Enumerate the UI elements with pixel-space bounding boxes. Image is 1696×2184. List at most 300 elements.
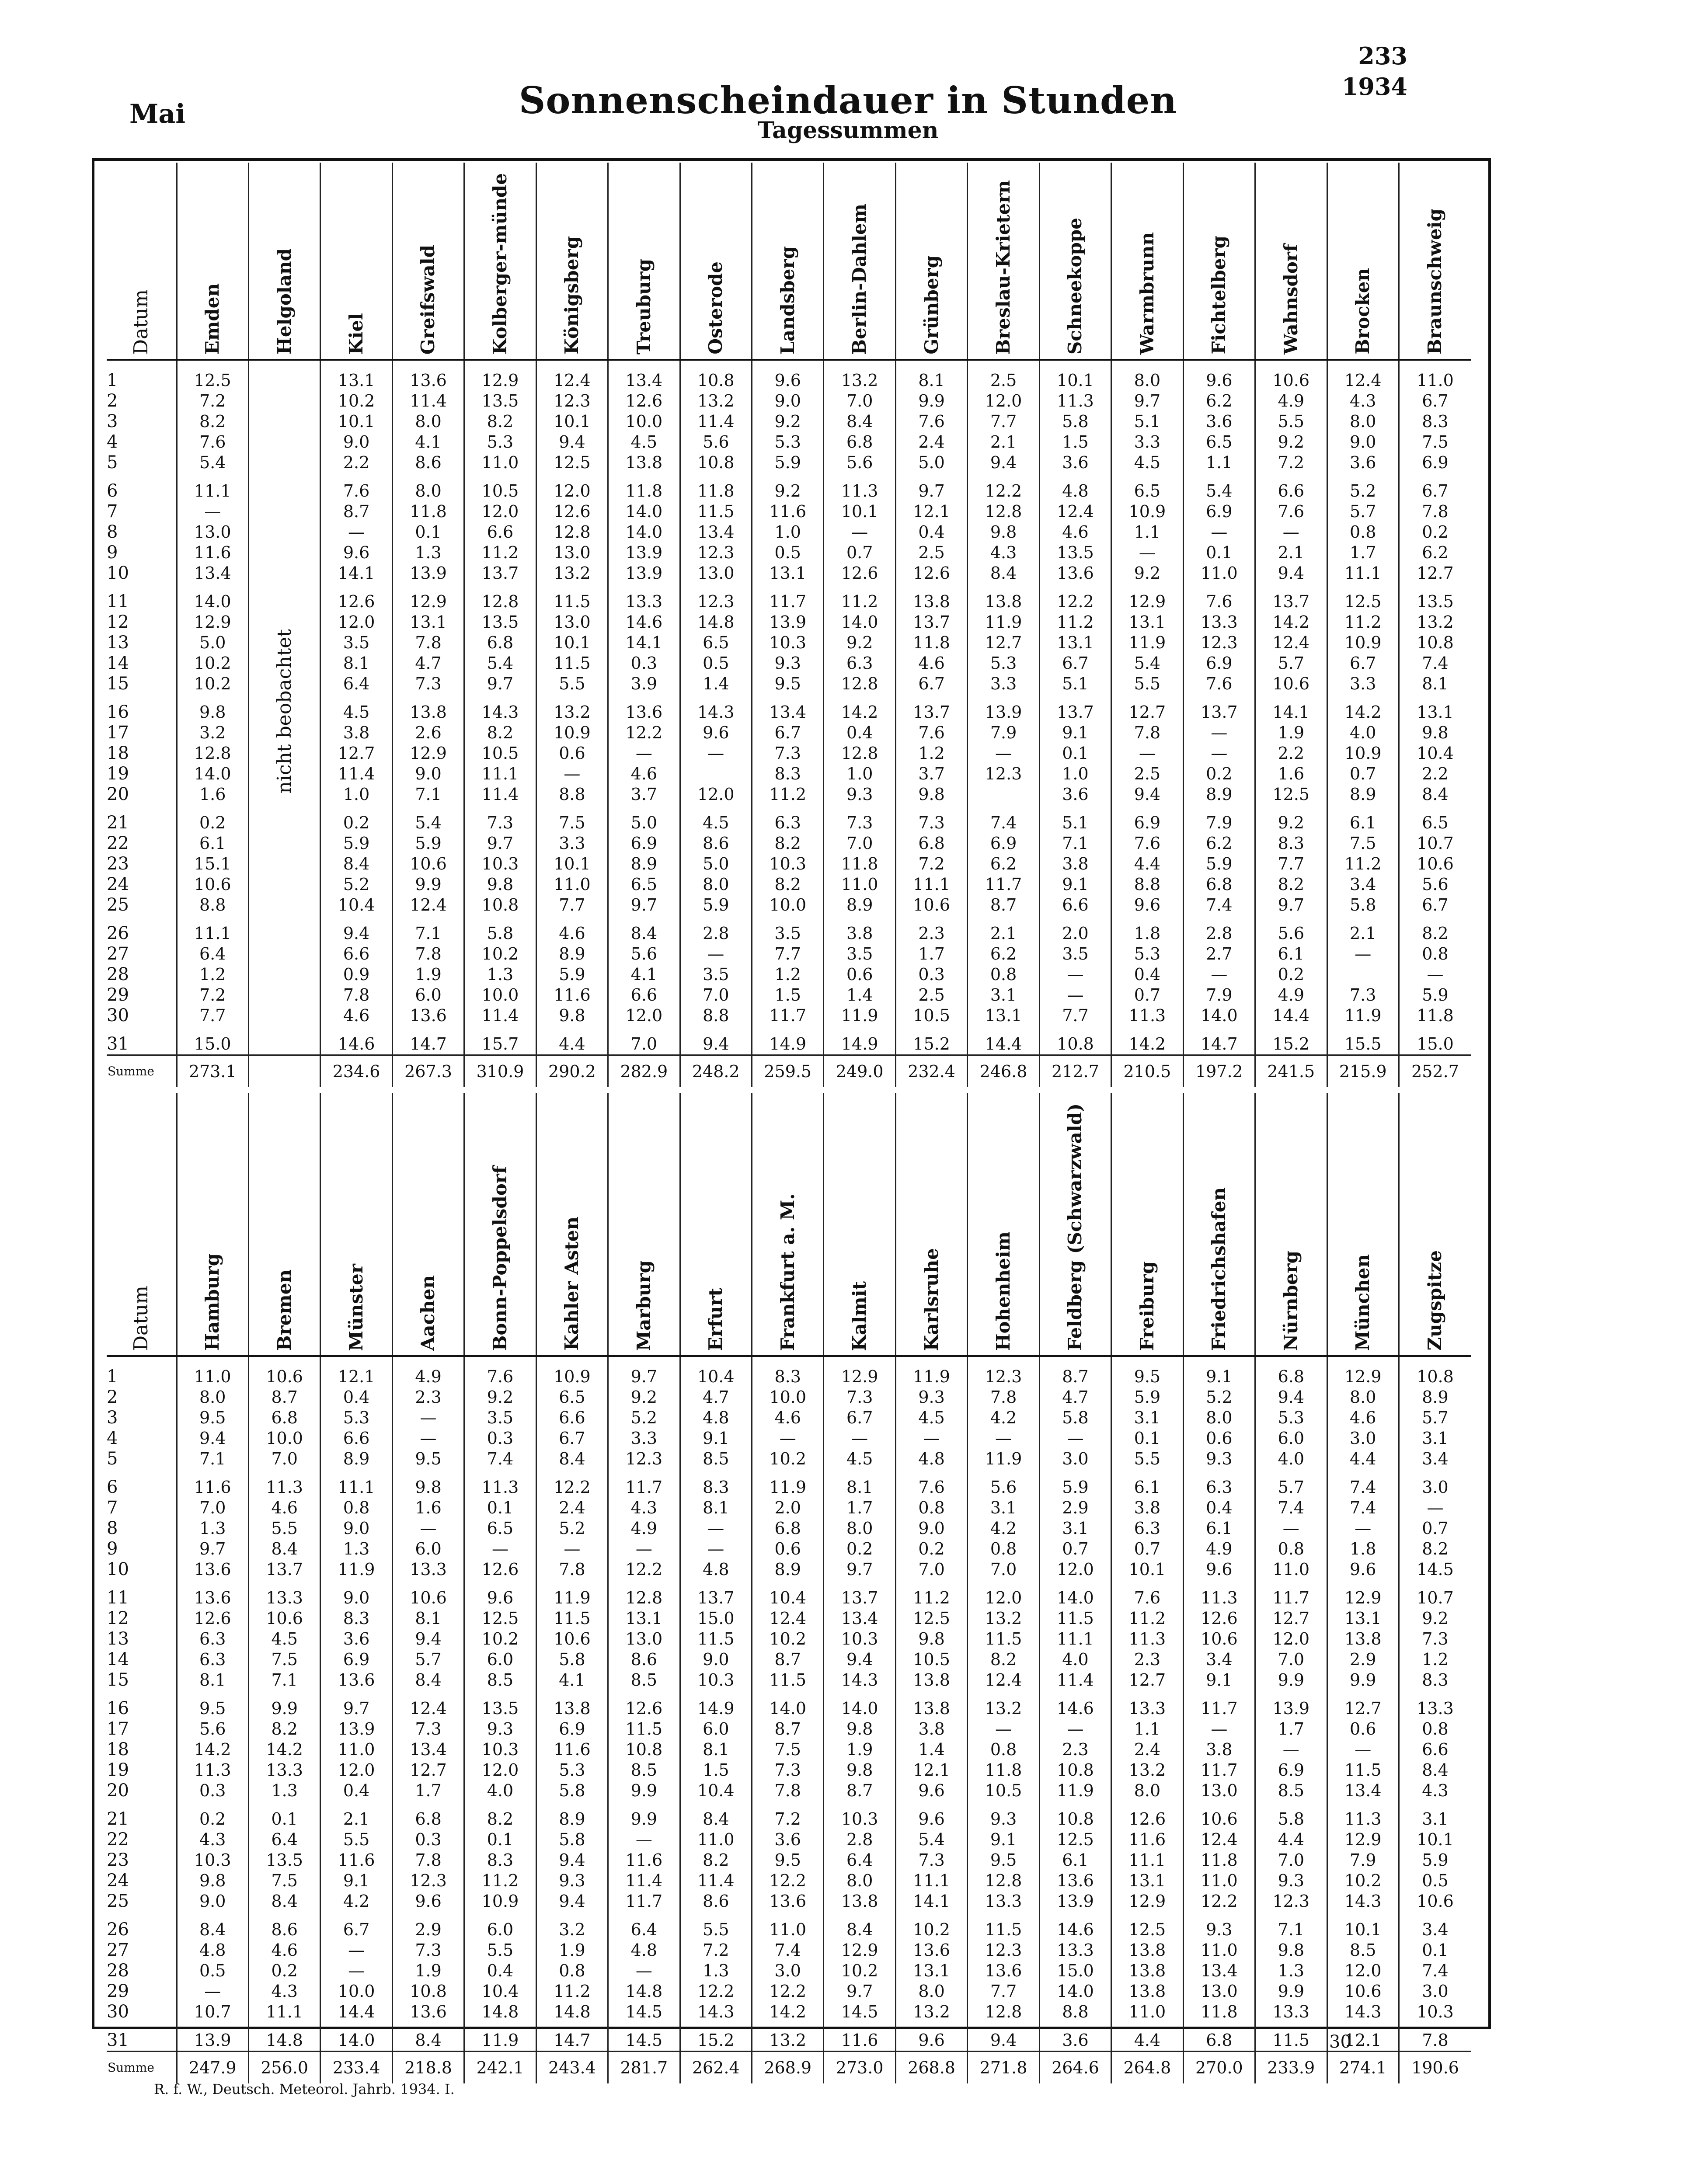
value-cell: 3.8 bbox=[1111, 1498, 1183, 1518]
value-cell: — bbox=[1255, 522, 1327, 543]
value-cell: 0.6 bbox=[1183, 1428, 1255, 1449]
value-cell: 2.5 bbox=[1111, 764, 1183, 784]
value-cell: 14.1 bbox=[895, 1891, 967, 1920]
value-cell: 12.2 bbox=[1183, 1891, 1255, 1920]
station-name: Landsberg bbox=[777, 246, 798, 355]
value-cell: 3.1 bbox=[1039, 1518, 1111, 1539]
value-cell: 9.0 bbox=[752, 391, 824, 411]
value-cell: 13.8 bbox=[895, 1670, 967, 1698]
value-cell: — bbox=[1039, 985, 1111, 1005]
value-cell: 13.0 bbox=[1183, 1981, 1255, 2002]
value-cell: 6.9 bbox=[536, 1719, 608, 1739]
value-cell: 13.6 bbox=[177, 1559, 248, 1588]
value-cell: 7.4 bbox=[1399, 1961, 1471, 1981]
value-cell: 7.2 bbox=[177, 391, 248, 411]
value-cell: 12.7 bbox=[1255, 1608, 1327, 1629]
value-cell: 8.4 bbox=[177, 1920, 248, 1940]
value-cell: 5.3 bbox=[464, 432, 536, 452]
value-cell: 12.2 bbox=[680, 1981, 752, 2002]
value-cell: 12.2 bbox=[608, 723, 680, 743]
value-cell: 10.3 bbox=[464, 854, 536, 874]
value-cell: 11.5 bbox=[536, 591, 608, 612]
value-cell: 10.1 bbox=[536, 633, 608, 653]
value-cell: 14.1 bbox=[1255, 702, 1327, 723]
value-cell: 13.5 bbox=[464, 612, 536, 633]
value-cell: 9.8 bbox=[824, 1760, 895, 1781]
station-name: Warmbrunn bbox=[1136, 232, 1158, 355]
value-cell: 8.4 bbox=[824, 411, 895, 432]
value-cell: 14.3 bbox=[464, 702, 536, 723]
not-observed-note: nicht beobachtet bbox=[273, 629, 296, 794]
value-cell: 0.4 bbox=[1183, 1498, 1255, 1518]
value-cell: 12.9 bbox=[1327, 1588, 1399, 1608]
station-name: Grünberg bbox=[920, 255, 942, 355]
value-cell: 4.0 bbox=[1039, 1649, 1111, 1670]
value-cell: 8.4 bbox=[536, 1449, 608, 1477]
value-cell: 11.2 bbox=[536, 1981, 608, 2002]
value-cell: 9.2 bbox=[1111, 563, 1183, 591]
value-cell: 11.8 bbox=[1183, 1850, 1255, 1871]
value-cell: 12.8 bbox=[464, 591, 536, 612]
value-cell: 6.5 bbox=[536, 1387, 608, 1408]
value-cell: 7.8 bbox=[1399, 2030, 1471, 2052]
value-cell: 14.8 bbox=[680, 612, 752, 633]
value-cell: 9.5 bbox=[752, 1850, 824, 1871]
value-cell: 6.8 bbox=[392, 1809, 464, 1829]
value-cell: 8.6 bbox=[608, 1649, 680, 1670]
station-name: Bremen bbox=[273, 1269, 295, 1351]
value-cell: 11.9 bbox=[1111, 633, 1183, 653]
date-cell: 20 bbox=[107, 784, 129, 805]
value-cell: 13.0 bbox=[1183, 1781, 1255, 1809]
value-cell: 9.7 bbox=[608, 895, 680, 923]
value-cell: 7.9 bbox=[1327, 1850, 1399, 1871]
value-cell: 12.9 bbox=[824, 1367, 895, 1387]
station-name: Königsberg bbox=[561, 236, 583, 355]
value-cell: 9.0 bbox=[320, 1518, 392, 1539]
date-cell: 19 bbox=[107, 1760, 129, 1780]
value-cell: — bbox=[824, 1428, 895, 1449]
value-cell: 3.0 bbox=[1327, 1428, 1399, 1449]
value-cell: 4.2 bbox=[968, 1518, 1039, 1539]
value-cell: 8.6 bbox=[680, 833, 752, 854]
value-cell: 8.8 bbox=[177, 895, 248, 923]
value-cell: 6.4 bbox=[248, 1829, 320, 1850]
value-cell: 6.6 bbox=[464, 522, 536, 543]
value-cell: 4.5 bbox=[608, 432, 680, 452]
table-row bbox=[107, 1871, 1471, 1891]
value-cell: 9.9 bbox=[608, 1809, 680, 1829]
table-row bbox=[107, 1367, 1471, 1387]
value-cell: 6.4 bbox=[320, 674, 392, 702]
value-cell: 7.0 bbox=[1255, 1649, 1327, 1670]
value-cell: 10.2 bbox=[177, 674, 248, 702]
value-cell: 13.7 bbox=[895, 612, 967, 633]
value-cell: 12.2 bbox=[752, 1981, 824, 2002]
value-cell: 12.9 bbox=[392, 591, 464, 612]
value-cell: 10.9 bbox=[536, 1367, 608, 1387]
value-cell: 10.6 bbox=[536, 1629, 608, 1649]
value-cell: 6.0 bbox=[1255, 1428, 1327, 1449]
value-cell: 14.6 bbox=[1039, 1698, 1111, 1719]
value-cell: 12.4 bbox=[392, 895, 464, 923]
value-cell: 9.0 bbox=[680, 1649, 752, 1670]
value-cell: 13.1 bbox=[1039, 633, 1111, 653]
value-cell: 0.2 bbox=[177, 1809, 248, 1829]
value-cell: 8.9 bbox=[1327, 784, 1399, 813]
value-cell: 2.5 bbox=[895, 543, 967, 563]
value-cell: 7.0 bbox=[824, 833, 895, 854]
value-cell: 8.0 bbox=[680, 874, 752, 895]
value-cell: 5.1 bbox=[1039, 674, 1111, 702]
table-row bbox=[107, 1539, 1471, 1559]
datum-header bbox=[107, 163, 177, 360]
value-cell: 7.5 bbox=[752, 1739, 824, 1760]
value-cell: 6.0 bbox=[464, 1920, 536, 1940]
value-cell: 3.8 bbox=[824, 923, 895, 944]
value-cell: 13.7 bbox=[1255, 591, 1327, 612]
value-cell: 10.2 bbox=[824, 1961, 895, 1981]
table-row bbox=[107, 1408, 1471, 1428]
value-cell: 5.4 bbox=[464, 653, 536, 674]
value-cell: 6.7 bbox=[1039, 653, 1111, 674]
value-cell: 6.3 bbox=[824, 653, 895, 674]
value-cell: 3.6 bbox=[320, 1629, 392, 1649]
value-cell: 8.1 bbox=[895, 370, 967, 391]
value-cell: 11.1 bbox=[177, 481, 248, 501]
value-cell: 8.7 bbox=[752, 1649, 824, 1670]
value-cell: 6.2 bbox=[968, 854, 1039, 874]
value-cell: 11.9 bbox=[536, 1588, 608, 1608]
value-cell: 13.4 bbox=[608, 370, 680, 391]
value-cell: 8.3 bbox=[320, 1608, 392, 1629]
value-cell: 12.9 bbox=[464, 370, 536, 391]
value-cell: 5.4 bbox=[1111, 653, 1183, 674]
value-cell: — bbox=[1255, 1739, 1327, 1760]
value-cell: 12.7 bbox=[392, 1760, 464, 1781]
value-cell: 14.5 bbox=[608, 2002, 680, 2030]
value-cell: 9.7 bbox=[177, 1539, 248, 1559]
value-cell: 8.5 bbox=[1327, 1940, 1399, 1961]
value-cell: 13.3 bbox=[1399, 1698, 1471, 1719]
value-cell: 9.9 bbox=[895, 391, 967, 411]
value-cell: 5.9 bbox=[752, 452, 824, 481]
value-cell: 3.8 bbox=[1039, 854, 1111, 874]
value-cell: 9.4 bbox=[968, 2030, 1039, 2052]
value-cell: 9.7 bbox=[824, 1981, 895, 2002]
value-cell: 10.4 bbox=[680, 1781, 752, 1809]
value-cell: 13.3 bbox=[392, 1559, 464, 1588]
value-cell: 10.6 bbox=[177, 874, 248, 895]
value-cell: 11.7 bbox=[752, 1005, 824, 1034]
value-cell: 5.9 bbox=[1399, 1850, 1471, 1871]
value-cell: 8.9 bbox=[608, 854, 680, 874]
value-cell: 8.0 bbox=[895, 1981, 967, 2002]
value-cell: 11.3 bbox=[248, 1477, 320, 1498]
value-cell: 4.6 bbox=[536, 923, 608, 944]
date-cell: 2 bbox=[107, 391, 118, 411]
value-cell: 11.1 bbox=[177, 923, 248, 944]
value-cell: 0.4 bbox=[464, 1961, 536, 1981]
sum-cell: 232.4 bbox=[895, 1055, 967, 1088]
value-cell: 11.3 bbox=[464, 1477, 536, 1498]
value-cell: 4.9 bbox=[608, 1518, 680, 1539]
value-cell: 7.6 bbox=[320, 481, 392, 501]
value-cell: 1.1 bbox=[1111, 522, 1183, 543]
value-cell: 11.6 bbox=[536, 985, 608, 1005]
value-cell: — bbox=[680, 743, 752, 764]
value-cell: 7.1 bbox=[392, 784, 464, 813]
value-cell: 7.1 bbox=[1255, 1920, 1327, 1940]
value-cell: 14.0 bbox=[608, 501, 680, 522]
value-cell: 5.7 bbox=[392, 1649, 464, 1670]
value-cell: 3.6 bbox=[1039, 452, 1111, 481]
value-cell: 6.1 bbox=[1327, 813, 1399, 833]
table-row bbox=[107, 1498, 1471, 1518]
sum-cell: 252.7 bbox=[1399, 1055, 1471, 1088]
value-cell: 12.2 bbox=[1039, 591, 1111, 612]
value-cell: 13.3 bbox=[1111, 1698, 1183, 1719]
value-cell: 9.6 bbox=[752, 370, 824, 391]
station-header bbox=[895, 163, 967, 360]
value-cell: — bbox=[1327, 1739, 1399, 1760]
station-header bbox=[1255, 1093, 1327, 1356]
value-cell: 1.3 bbox=[320, 1539, 392, 1559]
value-cell: 10.3 bbox=[464, 1739, 536, 1760]
station-name: Helgoland bbox=[273, 248, 295, 355]
value-cell: 5.6 bbox=[177, 1719, 248, 1739]
value-cell: 13.3 bbox=[1255, 2002, 1327, 2030]
value-cell: 8.7 bbox=[1039, 1367, 1111, 1387]
date-cell: 12 bbox=[107, 612, 129, 633]
sum-cell: 274.1 bbox=[1327, 2052, 1399, 2084]
value-cell: 11.0 bbox=[1111, 2002, 1183, 2030]
value-cell: 7.4 bbox=[464, 1449, 536, 1477]
value-cell: 4.0 bbox=[464, 1781, 536, 1809]
value-cell: 7.6 bbox=[1183, 591, 1255, 612]
station-header bbox=[464, 1093, 536, 1356]
value-cell: 5.5 bbox=[248, 1518, 320, 1539]
value-cell: 12.0 bbox=[968, 391, 1039, 411]
value-cell: 0.8 bbox=[968, 1739, 1039, 1760]
value-cell: 5.6 bbox=[680, 432, 752, 452]
value-cell: 11.5 bbox=[1255, 2030, 1327, 2052]
value-cell: 11.2 bbox=[464, 1871, 536, 1891]
table-row bbox=[107, 2030, 1471, 2052]
value-cell: 14.0 bbox=[1039, 1588, 1111, 1608]
value-cell: 14.5 bbox=[1399, 1559, 1471, 1588]
value-cell: 0.7 bbox=[1039, 1539, 1111, 1559]
value-cell: 12.3 bbox=[680, 543, 752, 563]
value-cell: 8.5 bbox=[1255, 1781, 1327, 1809]
value-cell: 6.6 bbox=[320, 1428, 392, 1449]
value-cell: 3.1 bbox=[968, 1498, 1039, 1518]
value-cell: 9.7 bbox=[824, 1559, 895, 1588]
sum-cell: 270.0 bbox=[1183, 2052, 1255, 2084]
value-cell: 8.9 bbox=[824, 895, 895, 923]
value-cell: 6.7 bbox=[1399, 391, 1471, 411]
value-cell: 12.5 bbox=[895, 1608, 967, 1629]
value-cell: 8.1 bbox=[824, 1477, 895, 1498]
value-cell: 0.2 bbox=[1399, 522, 1471, 543]
sum-cell: 273.0 bbox=[824, 2052, 895, 2084]
value-cell: 13.2 bbox=[536, 563, 608, 591]
value-cell: 3.8 bbox=[895, 1719, 967, 1739]
value-cell: 7.2 bbox=[1255, 452, 1327, 481]
sum-cell: 212.7 bbox=[1039, 1055, 1111, 1088]
value-cell: 7.6 bbox=[1111, 1588, 1183, 1608]
value-cell: 13.1 bbox=[895, 1961, 967, 1981]
value-cell: 3.9 bbox=[608, 674, 680, 702]
value-cell: 10.6 bbox=[392, 854, 464, 874]
value-cell: 9.0 bbox=[177, 1891, 248, 1920]
value-cell: 7.7 bbox=[968, 1981, 1039, 2002]
value-cell: 12.8 bbox=[824, 743, 895, 764]
value-cell: 6.1 bbox=[1111, 1477, 1183, 1498]
sum-cell: 248.2 bbox=[680, 1055, 752, 1088]
value-cell: — bbox=[320, 522, 392, 543]
value-cell: 10.2 bbox=[752, 1629, 824, 1649]
value-cell: 8.4 bbox=[392, 2030, 464, 2052]
value-cell: 0.4 bbox=[824, 723, 895, 743]
value-cell: 11.6 bbox=[536, 1739, 608, 1760]
value-cell: 7.4 bbox=[1327, 1498, 1399, 1518]
value-cell: 9.6 bbox=[392, 1891, 464, 1920]
value-cell: 2.0 bbox=[1039, 923, 1111, 944]
value-cell: 4.4 bbox=[536, 1034, 608, 1055]
value-cell: 6.7 bbox=[1399, 895, 1471, 923]
value-cell: 4.9 bbox=[392, 1367, 464, 1387]
value-cell: 6.4 bbox=[608, 1920, 680, 1940]
value-cell: 9.7 bbox=[464, 833, 536, 854]
value-cell: 8.2 bbox=[1399, 923, 1471, 944]
value-cell: 6.4 bbox=[824, 1850, 895, 1871]
value-cell: 9.9 bbox=[608, 1781, 680, 1809]
value-cell: 7.3 bbox=[824, 813, 895, 833]
value-cell: 4.6 bbox=[248, 1940, 320, 1961]
value-cell: 9.8 bbox=[177, 702, 248, 723]
value-cell: 2.8 bbox=[1183, 923, 1255, 944]
table-row bbox=[107, 1739, 1471, 1760]
station-name: Treuburg bbox=[633, 259, 655, 355]
value-cell: 9.4 bbox=[680, 1034, 752, 1055]
value-cell: 13.6 bbox=[752, 1891, 824, 1920]
table-row bbox=[107, 1649, 1471, 1670]
value-cell: 11.8 bbox=[1399, 1005, 1471, 1034]
value-cell: 3.3 bbox=[1327, 674, 1399, 702]
value-cell: 6.6 bbox=[536, 1408, 608, 1428]
value-cell: 3.0 bbox=[1039, 1449, 1111, 1477]
value-cell: 14.8 bbox=[536, 2002, 608, 2030]
value-cell: 0.8 bbox=[536, 1961, 608, 1981]
value-cell: 6.1 bbox=[1183, 1518, 1255, 1539]
value-cell: 6.3 bbox=[177, 1629, 248, 1649]
value-cell: 0.4 bbox=[895, 522, 967, 543]
value-cell: 10.1 bbox=[1327, 1920, 1399, 1940]
value-cell: 10.3 bbox=[824, 1629, 895, 1649]
date-cell: 24 bbox=[107, 1871, 129, 1891]
value-cell: 9.8 bbox=[824, 1719, 895, 1739]
value-cell: 10.6 bbox=[1255, 370, 1327, 391]
value-cell: 12.4 bbox=[536, 370, 608, 391]
value-cell: — bbox=[1183, 1719, 1255, 1739]
value-cell: 8.3 bbox=[464, 1850, 536, 1871]
date-cell: 28 bbox=[107, 964, 129, 985]
value-cell: 7.8 bbox=[392, 944, 464, 964]
value-cell: 14.0 bbox=[177, 764, 248, 784]
value-cell: 5.8 bbox=[536, 1781, 608, 1809]
value-cell: 4.6 bbox=[895, 653, 967, 674]
value-cell: 8.8 bbox=[680, 1005, 752, 1034]
value-cell: 12.0 bbox=[1255, 1629, 1327, 1649]
value-cell: 7.3 bbox=[824, 1387, 895, 1408]
value-cell: 8.1 bbox=[177, 1670, 248, 1698]
sum-cell: 282.9 bbox=[608, 1055, 680, 1088]
value-cell: 11.9 bbox=[464, 2030, 536, 2052]
value-cell: 11.5 bbox=[968, 1920, 1039, 1940]
value-cell: 7.7 bbox=[1039, 1005, 1111, 1034]
value-cell: 9.3 bbox=[1183, 1449, 1255, 1477]
value-cell: 2.3 bbox=[392, 1387, 464, 1408]
value-cell: 12.6 bbox=[320, 591, 392, 612]
value-cell: 5.7 bbox=[1327, 501, 1399, 522]
value-cell: 8.2 bbox=[752, 874, 824, 895]
value-cell: 3.4 bbox=[1327, 874, 1399, 895]
value-cell: 5.2 bbox=[536, 1518, 608, 1539]
value-cell: 12.5 bbox=[1039, 1829, 1111, 1850]
station-header bbox=[1255, 163, 1327, 360]
value-cell: 10.6 bbox=[392, 1588, 464, 1608]
value-cell: 12.6 bbox=[895, 563, 967, 591]
table-row bbox=[107, 1850, 1471, 1871]
date-cell: 1 bbox=[107, 370, 118, 391]
value-cell: — bbox=[392, 1518, 464, 1539]
value-cell: 3.1 bbox=[1111, 1408, 1183, 1428]
value-cell: 10.2 bbox=[464, 944, 536, 964]
value-cell: 0.7 bbox=[824, 543, 895, 563]
value-cell: 10.1 bbox=[536, 411, 608, 432]
value-cell: 11.1 bbox=[320, 1477, 392, 1498]
value-cell: 5.9 bbox=[1183, 854, 1255, 874]
value-cell: 9.8 bbox=[464, 874, 536, 895]
value-cell: 2.5 bbox=[968, 370, 1039, 391]
value-cell: 0.1 bbox=[248, 1809, 320, 1829]
value-cell: 3.6 bbox=[752, 1829, 824, 1850]
value-cell: 8.2 bbox=[464, 723, 536, 743]
value-cell: 11.0 bbox=[680, 1829, 752, 1850]
value-cell: 12.8 bbox=[177, 743, 248, 764]
value-cell: — bbox=[1399, 1498, 1471, 1518]
value-cell: 7.1 bbox=[1039, 833, 1111, 854]
value-cell: 5.5 bbox=[320, 1829, 392, 1850]
station-name: Zugspitze bbox=[1424, 1250, 1446, 1351]
table-row bbox=[107, 1920, 1471, 1940]
value-cell: 13.8 bbox=[392, 702, 464, 723]
value-cell: 10.8 bbox=[392, 1981, 464, 2002]
date-cell: 12 bbox=[107, 1608, 129, 1628]
date-cell: 14 bbox=[107, 1649, 129, 1669]
value-cell: 3.6 bbox=[1039, 784, 1111, 813]
station-name: Feldberg (Schwarzwald) bbox=[1064, 1103, 1086, 1351]
value-cell: 12.6 bbox=[536, 501, 608, 522]
value-cell: 4.5 bbox=[248, 1629, 320, 1649]
value-cell: 10.1 bbox=[1399, 1829, 1471, 1850]
value-cell: 4.8 bbox=[895, 1449, 967, 1477]
date-cell: 19 bbox=[107, 764, 129, 784]
value-cell: 13.2 bbox=[895, 2002, 967, 2030]
value-cell: 4.8 bbox=[680, 1408, 752, 1428]
value-cell: 8.1 bbox=[680, 1739, 752, 1760]
